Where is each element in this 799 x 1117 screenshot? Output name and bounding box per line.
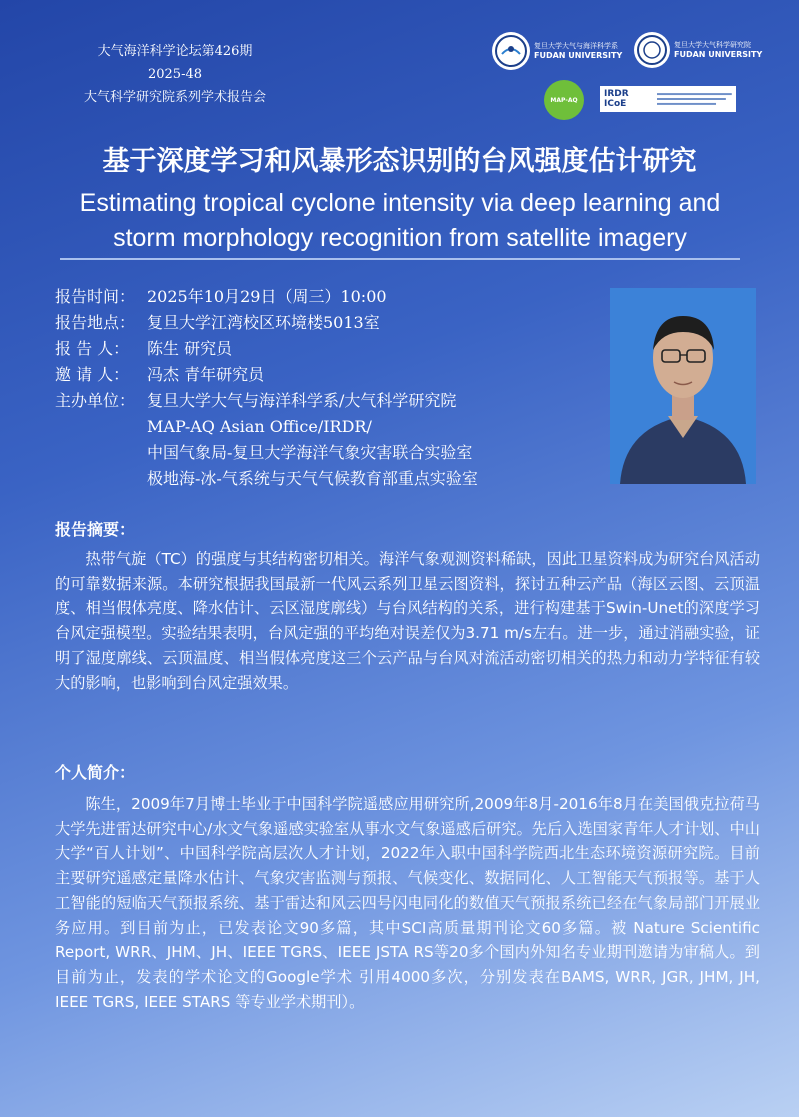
title-english	[40, 186, 760, 256]
info-value: 冯杰 青年研究员	[147, 365, 265, 384]
report-series: 大气科学研究院系列学术报告会	[83, 90, 266, 105]
info-row-organizer-2	[55, 414, 585, 440]
title-english-line2: storm morphology recognition from satellite imagery	[113, 224, 687, 252]
info-row-organizer	[55, 388, 585, 414]
bio-heading: 个人简介：	[55, 763, 136, 782]
abstract-text: 热带气旋（TC）的强度与其结构密切相关。海洋气象观测资料稀缺，因此卫星资料成为研究台风活动的可靠数据来源。本研究根据我国最新一代风云系列卫星云图资料，探讨五种云产品（海区云图、云顶温度、相当假体亮度、降水估计、云区湿度廓线）与台风结构的关系，进行构建基于Swin-Unet的深度学习台风定强模型。实验结果表明，台风定强的平均绝对误差仅为3.71 m/s左右。进一步，通过消融实验，证明了湿度廓线、云顶温度、相当假体亮度这三个云产品与台风对流活动密切相关的热力和动力学特征有较大的影响，也影响到台风定强效果。	[55, 550, 760, 692]
inst-logo-en: FUDAN UNIVERSITY	[674, 50, 763, 59]
bio-text: 陈生，2009年7月博士毕业于中国科学院遥感应用研究所,2009年8月-2016年8月在美国俄克拉荷马大学先进雷达研究中心/水文气象遥感实验室从事水文气象遥感后研究。先后入选国家青年人才计划、中山大学“百人计划”、中国科学院高层次人才计划，2022年入职中国科学院西北生态环境资源研究院。目前主要研究遥感定量降水估计、气象灾害监测与预报、气候变化、数据同化、人工智能天气预报等。基于人工智能的短临天气预报系统、基于雷达和风云四号闪电同化的数值天气预报系统已经在气象局部门开展业务应用。到目前为止，已发表论文90多篇，其中SCI高质量期刊论文60多篇。被 Nature Scientific Report, WRR、JHM、JH、IEEE TGRS、IEEE JSTA RS等20多个国内外知名专业期刊邀请为审稿人。到目前为止，发表的学术论文的Google学术 引用4000多次，分别发表在BAMS, WRR, JGR, JHM, JH, IEEE TGRS, IEEE STARS 等专业学术期刊）。	[55, 795, 760, 1011]
fudan-seal-icon	[492, 32, 530, 70]
irdr-logo	[600, 86, 736, 112]
speaker-portrait-icon	[610, 288, 756, 484]
info-row-organizer-4	[55, 466, 585, 492]
title-english-line1: Estimating tropical cyclone intensity via deep learning and	[79, 189, 721, 217]
info-label: 报告时间：	[55, 287, 136, 306]
title-chinese: 基于深度学习和风暴形态识别的台风强度估计研究	[102, 146, 697, 177]
title-divider	[60, 258, 740, 260]
info-label	[55, 414, 147, 440]
info-row-time	[55, 284, 585, 310]
info-label	[55, 466, 147, 492]
irdr-logo-text: IRDR ICoE	[604, 89, 629, 109]
dept-logo-en: FUDAN UNIVERSITY	[534, 51, 623, 60]
info-value: 2025年10月29日（周三）10:00	[147, 287, 387, 306]
info-value: 复旦大学大气与海洋科学系/大气科学研究院	[147, 391, 457, 410]
info-value: MAP-AQ Asian Office/IRDR/	[147, 417, 372, 436]
inst-logo-text: 复旦大学大气科学研究院	[674, 41, 751, 49]
speaker-photo	[610, 288, 756, 484]
info-value: 复旦大学江湾校区环境楼5013室	[147, 313, 380, 332]
fudan-seal-icon	[634, 32, 670, 68]
dept-logo-text: 复旦大学大气与海洋科学系	[534, 42, 618, 50]
info-value: 陈生 研究员	[147, 339, 233, 358]
info-label	[55, 440, 147, 466]
mapaq-logo	[544, 80, 584, 120]
info-row-speaker	[55, 336, 585, 362]
info-label: 报告地点：	[55, 313, 136, 332]
mapaq-globe-icon: MAP-AQ	[544, 80, 584, 120]
info-row-venue	[55, 310, 585, 336]
logo-group	[492, 32, 782, 122]
event-info	[55, 284, 585, 492]
info-label: 报 告 人：	[55, 339, 130, 358]
info-label: 主办单位：	[55, 391, 136, 410]
report-number: 2025-48	[147, 67, 203, 82]
inst-logo	[634, 32, 762, 68]
dept-logo	[492, 32, 622, 70]
forum-issue: 大气海洋科学论坛第426期	[97, 44, 253, 59]
info-value: 中国气象局-复旦大学海洋气象灾害联合实验室	[147, 443, 473, 462]
info-row-organizer-3	[55, 440, 585, 466]
series-info	[60, 40, 290, 109]
info-value: 极地海-冰-气系统与天气气候教育部重点实验室	[147, 469, 478, 488]
info-row-host	[55, 362, 585, 388]
irdr-subtitle-lines-icon	[657, 90, 736, 108]
info-label: 邀 请 人：	[55, 365, 130, 384]
abstract-heading: 报告摘要：	[55, 520, 136, 539]
